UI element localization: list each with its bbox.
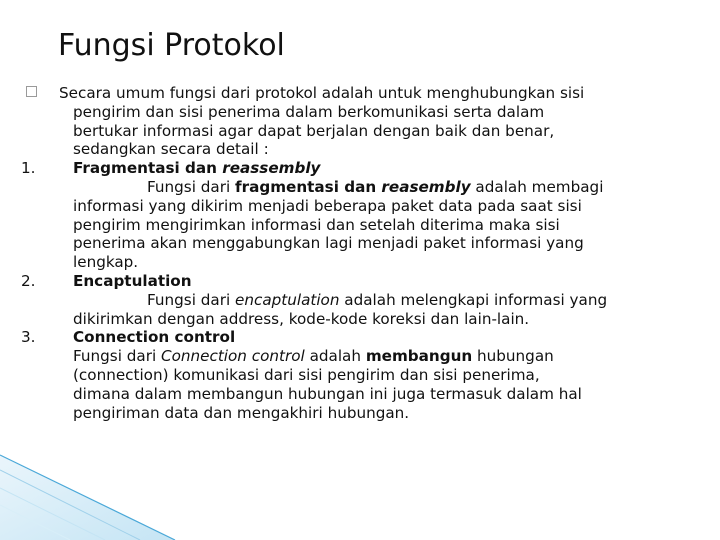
item-1-line: informasi yang dikirim menjadi beberapa paket data pada saat sisi: [73, 196, 582, 215]
item-heading-3: 3. Connection control: [21, 328, 236, 347]
intro-line: Secara umum fungsi dari protokol adalah untuk menghubungkan sisi: [20, 84, 700, 103]
slide-body: [20, 84, 700, 422]
page-title: Fungsi Protokol: [58, 28, 285, 63]
intro-line: sedangkan secara detail :: [73, 140, 269, 159]
item-1-line: penerima akan menggabungkan lagi menjadi paket informasi yang: [73, 234, 584, 253]
item-2-line: dikirimkan dengan address, kode-kode koreksi dan lain-lain.: [73, 309, 530, 328]
intro-line: bertukar informasi agar dapat berjalan dengan baik dan benar,: [73, 121, 555, 140]
item-1-line: Fungsi dari fragmentasi dan reasembly adalah membagi: [147, 177, 604, 196]
item-3-line: (connection) komunikasi dari sisi pengirim dan sisi penerima,: [73, 365, 540, 384]
item-2-line: Fungsi dari encaptulation adalah melengkapi informasi yang: [147, 290, 608, 309]
item-1-line: lengkap.: [73, 253, 139, 272]
item-3-line: dimana dalam membangun hubungan ini juga termasuk dalam hal: [73, 384, 582, 403]
item-3-line: Fungsi dari Connection control adalah membangun hubungan: [73, 347, 554, 366]
item-3-line: pengiriman data dan mengakhiri hubungan.: [73, 403, 410, 422]
item-heading-1: 1. Fragmentasi dan reassembly: [21, 159, 321, 178]
intro-line: pengirim dan sisi penerima dalam berkomunikasi serta dalam: [73, 102, 545, 121]
item-1-line: pengirim mengirimkan informasi dan setelah diterima maka sisi: [73, 215, 560, 234]
bullet-icon: [26, 86, 37, 97]
item-heading-2: 2. Encaptulation: [21, 271, 192, 290]
